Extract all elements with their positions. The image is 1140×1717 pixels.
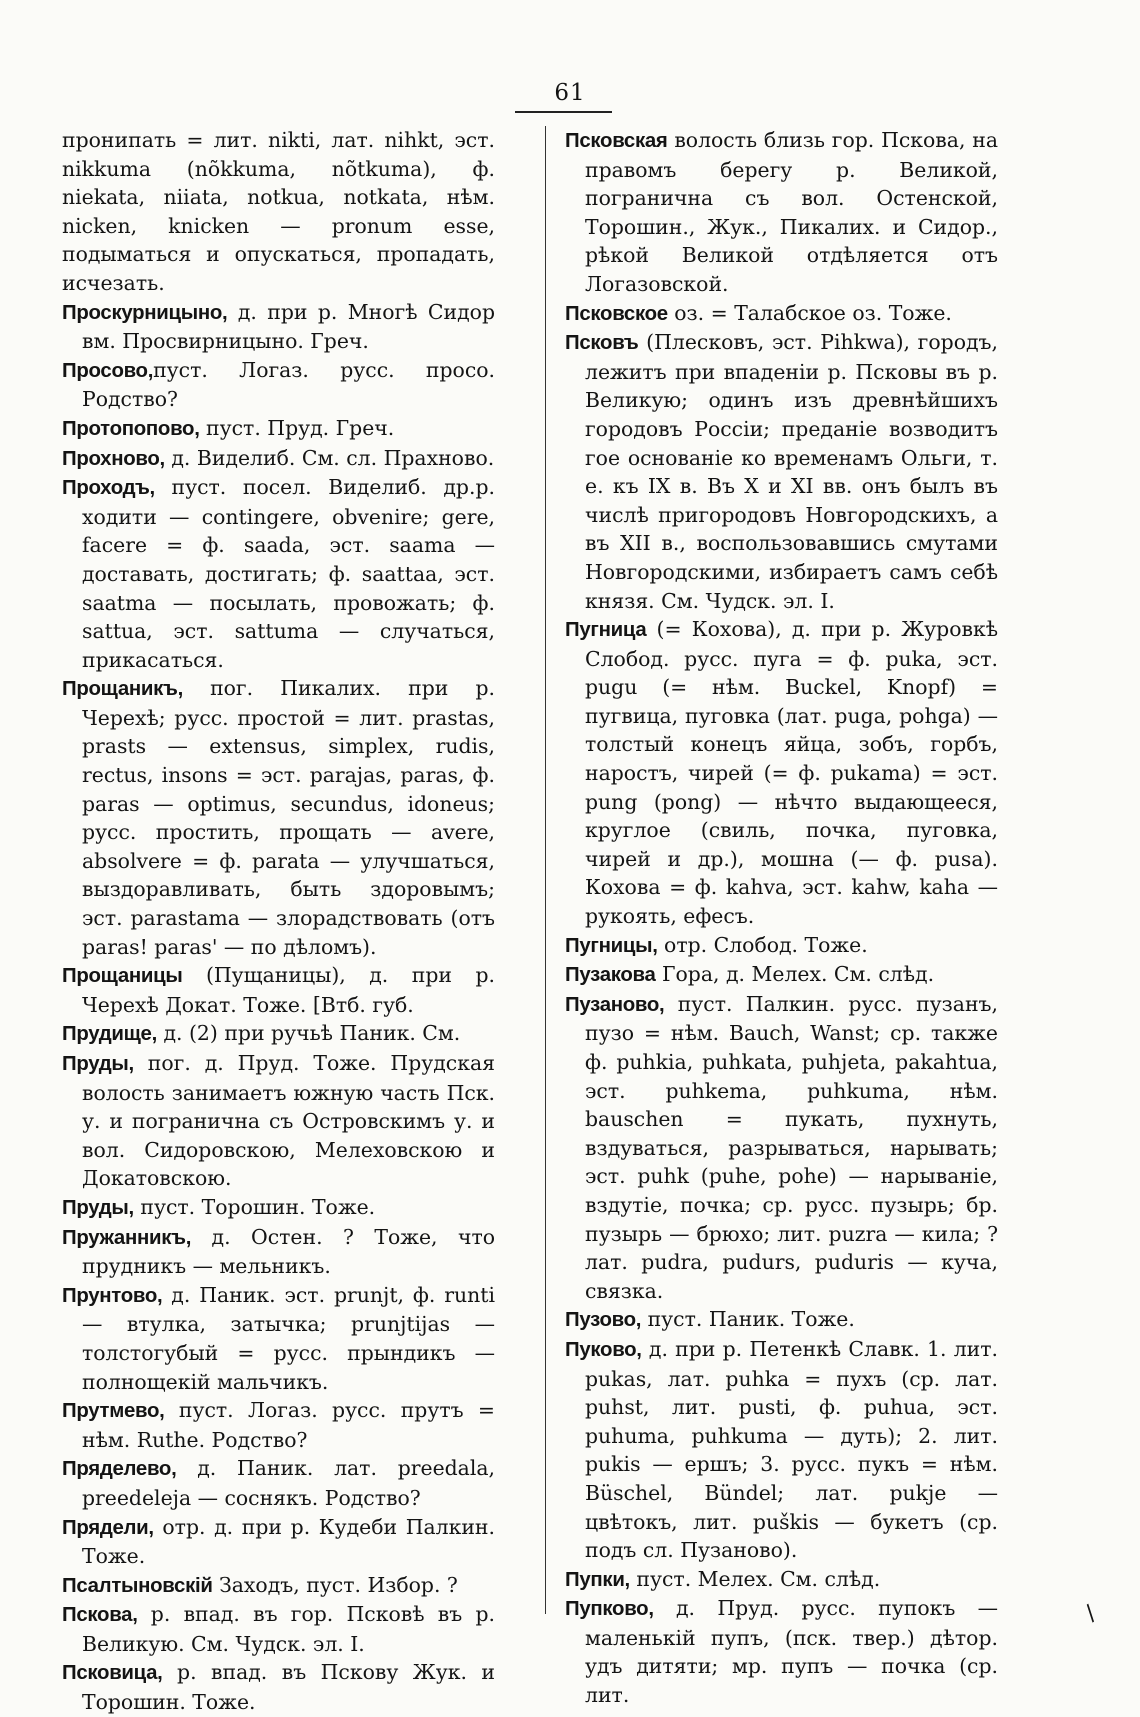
entry-text: пуст. Торошин. Тоже. [133, 1194, 376, 1219]
entry-headword: Пузаново, [565, 993, 665, 1016]
entry-headword: Прохново, [62, 447, 165, 470]
entry-headword: Прощаникъ, [62, 678, 183, 701]
entry-text: пуст. Мелех. См. слѣд. [629, 1566, 881, 1591]
entry-text: (Плесковъ, эст. Pihkwa), городъ, лежитъ при впаденіи р. Псковы въ р. Великую; одинъ изъ древнѣйшихъ городовъ Россіи; преданіе возводитъ гое основаніе ко временамъ Ольги, т. е. къ IX в. Въ X и XI вв. онъ былъ въ числѣ пригородовъ Новгородскихъ, а въ XII в., воспользовавшись смутами Новгородскими, избираетъ самъ себѣ князя. См. Чудск. эл. I. [585, 330, 998, 613]
entry-headword: Пугницы, [565, 934, 658, 957]
header-rule [515, 111, 612, 113]
entry-headword: Пружанникъ, [62, 1226, 192, 1249]
dictionary-entry [62, 1049, 495, 1193]
entry-headword: Прудище, [62, 1023, 157, 1046]
dictionary-entry [565, 126, 998, 299]
entry-text: Заходъ, пуст. Избор. ? [212, 1572, 458, 1597]
dictionary-entry [62, 356, 495, 414]
dictionary-entry [62, 1454, 495, 1512]
entry-text: (Пущаницы), д. при р. Черехѣ Докат. Тоже. [Втб. губ. [82, 963, 495, 1017]
entry-headword: Прутмево, [62, 1400, 165, 1423]
dictionary-entry [565, 1594, 998, 1709]
entry-text: (= Кохова), д. при р. Журовкѣ Слобод. русс. пуга = ф. puka, эст. pugu (= нѣм. Buckel, Knopf) = пугвица, пуговка (лат. puga, pohga) — толстый конецъ яйца, зобъ, горбъ, наростъ, чирей (= ф. pukama) = эст. pung (pong) — нѣчто выдающееся, круглое (свиль, почка, пуговка, чирей и др.), мошна (— ф. pusa). Кохова = ф. kahva, эст. kahw, kaha — рукоять, ефесъ. [585, 617, 998, 929]
dictionary-entry [62, 1571, 495, 1601]
dictionary-entry [62, 1193, 495, 1223]
dictionary-entry [565, 931, 998, 961]
entry-text: д. (2) при ручьѣ Паник. См. [156, 1021, 461, 1046]
entry-text: пуст. Паник. Тоже. [641, 1307, 855, 1332]
dictionary-entry [62, 1600, 495, 1658]
dictionary-entry [565, 1305, 998, 1335]
entry-text: отр. Слобод. Тоже. [657, 932, 868, 957]
entry-text: Гора, д. Мелех. См. слѣд. [655, 962, 935, 987]
entry-text: д. Виделиб. См. сл. Прахново. [164, 445, 495, 470]
dictionary-entry [565, 1335, 998, 1565]
dictionary-entry [62, 444, 495, 474]
entry-text: отр. д. при р. Кудеби Палкин. Тоже. [82, 1514, 495, 1569]
dictionary-entry [62, 1396, 495, 1454]
entry-headword: Пупково, [565, 1598, 654, 1621]
dictionary-entry [62, 961, 495, 1019]
dictionary-entry [62, 1281, 495, 1396]
entry-text: пуст. посел. Виделиб. др.р. ходити — contingere, obvenire; gere, facere = ф. saada, эст. saama — доставать, достигать; ф. saattaa, эст. saatma — посылать, провожать; ф. sattua, эст. sattuma — случаться, прикасаться. [82, 475, 495, 672]
column-divider [545, 126, 546, 1614]
entry-headword: Псковица, [62, 1662, 163, 1685]
entry-headword: Пряделево, [62, 1458, 177, 1481]
entry-headword: Пруды, [62, 1196, 134, 1219]
right-column [565, 126, 998, 1710]
entry-headword: Просово, [62, 359, 154, 382]
entry-text: р. впад. въ Пскову Жук. и Торошин. Тоже. [82, 1660, 495, 1715]
entry-text: пуст. Логаз. русс. прутъ = нѣм. Ruthe. Родство? [82, 1398, 495, 1452]
dictionary-entry [62, 674, 495, 961]
left-column [62, 126, 495, 1717]
entry-headword: Прунтово, [62, 1284, 163, 1307]
entry-text: волость близь гор. Пскова, на правомъ берегу р. Великой, погранична съ вол. Остенской, Торошин., Жук., Пикалих. и Сидор., рѣкой Великой отдѣляется отъ Логазовской. [585, 128, 998, 296]
entry-headword: Псковское [565, 302, 668, 325]
pencil-mark: / [1080, 1601, 1101, 1626]
entry-text: оз. = Талабское оз. Тоже. [667, 300, 952, 325]
entry-headword: Пугница [565, 619, 647, 642]
entry-headword: Псковская [565, 130, 668, 152]
entry-text: д. Паник. эст. prunjt, ф. runti — втулка, затычка; prunjtijas — толстогубый = русс. прындикъ — полнощекій мальчикъ. [82, 1282, 495, 1394]
dictionary-entry [565, 615, 998, 931]
entry-headword: Псковъ [565, 332, 639, 355]
entry-headword: Псалтыновскій [62, 1574, 213, 1597]
entry-text: д. Паник. лат. preedala, preedeleja — соснякъ. Родство? [82, 1456, 495, 1510]
entry-text: пронипать = лит. nikti, лат. nihkt, эст. nikkuma (nõkkuma, nõtkuma), ф. niekata, niiata, notkua, notkata, нѣм. nicken, knicken — pronum esse, подыматься и опускаться, пропадать, исчезать. [62, 128, 495, 295]
dictionary-entry [565, 990, 998, 1306]
entry-text: пуст. Палкин. русс. пузанъ, пузо = нѣм. Bauch, Wanst; ср. также ф. puhkia, puhkata, puhjeta, pakahtua, эст. puhkema, puhkuma, нѣм. bauschen = пукать, пухнуть, вздуваться, разрываться, нарывать; эст. puhk (puhe, pohe) — нарываніе, вздутіе, почка; ср. русс. пузырь; бр. пузырь — брюхо; лит. puzra — кила; ? лат. pudra, pudurs, puduris — куча, связка. [585, 991, 998, 1303]
page-number: 61 [554, 80, 586, 106]
dictionary-entry [62, 298, 495, 356]
dictionary-entry [62, 1658, 495, 1716]
entry-text: пог. д. Пруд. Тоже. Прудская волость занимаетъ южную часть Пск. у. и погранична съ Островскимъ у. и вол. Сидоровскою, Мелеховскою и Докатовскою. [82, 1051, 495, 1191]
dictionary-entry [565, 960, 998, 990]
entry-headword: Протопопово, [62, 417, 200, 440]
entry-headword: Проскурницыно, [62, 301, 228, 324]
entry-text: пог. Пикалих. при р. Черехѣ; русс. простой = лит. prastas, prasts — extensus, simplex, rudis, rectus, insons = эст. parajas, paras, ф. paras — optimus, secundus, idoneus; русс. простить, прощать — avere, absolvere = ф. parata — улучшаться, выздоравливать, быть здоровымъ; эст. parastama — злорадствовать (отъ paras! paras' — по дѣломъ). [82, 676, 495, 959]
entry-text: д. при р. Петенкѣ Славк. 1. лит. pukas, лат. puhka = пухъ (ср. лат. puhst, лит. pusti, ф. puhua, эст. puhuma, puhkuma — дуть); 2. лит. pukis — ершъ; 3. русс. пукъ = нѣм. Büschel, Bündel; лат. pukje — цвѣтокъ, лит. puškis — букетъ (ср. подъ сл. Пузаново). [585, 1336, 998, 1563]
dictionary-entry [565, 328, 998, 615]
entry-text: пуст. Пруд. Греч. [199, 415, 395, 440]
dictionary-entry [62, 473, 495, 674]
dictionary-entry [62, 414, 495, 444]
entry-text: д. при р. Многѣ Сидор вм. Просвирницыно. Греч. [82, 299, 495, 354]
entry-text: д. Пруд. русс. пупокъ — маленькій пупъ, (пск. твер.) дѣтор. удъ дитяти; мр. пупъ — почка (ср. лит. [585, 1596, 998, 1708]
entry-text: д. Остен. ? Тоже, что прудникъ — мельникъ. [82, 1224, 495, 1279]
entry-headword: Пузакова [565, 964, 656, 987]
entry-headword: Прощаницы [62, 965, 183, 988]
dictionary-entry [62, 1513, 495, 1571]
dictionary-entry [62, 126, 495, 298]
dictionary-entry [565, 1565, 998, 1595]
entry-headword: Прядели, [62, 1516, 154, 1539]
dictionary-entry [62, 1223, 495, 1281]
entry-headword: Пупки, [565, 1568, 630, 1591]
entry-headword: Проходъ, [62, 477, 155, 500]
dictionary-entry [62, 1019, 495, 1049]
entry-text: р. впад. въ гор. Псковѣ въ р. Великую. См. Чудск. эл. I. [82, 1602, 495, 1656]
entry-headword: Пскова, [62, 1604, 138, 1627]
entry-headword: Пуково, [565, 1338, 642, 1361]
entry-headword: Пузово, [565, 1309, 642, 1332]
dictionary-entry [565, 299, 998, 329]
entry-text: пуст. Логаз. русс. просо. Родство? [82, 357, 495, 412]
entry-headword: Пруды, [62, 1053, 134, 1075]
